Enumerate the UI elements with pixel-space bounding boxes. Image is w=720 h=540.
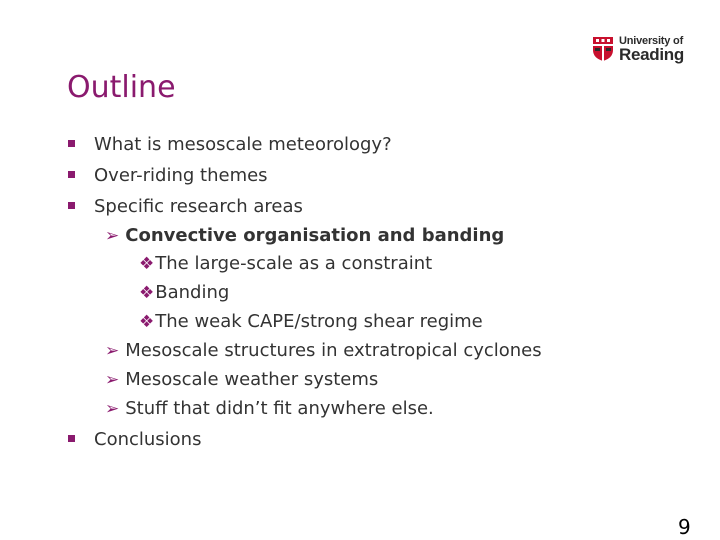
sub-bullet-text: Mesoscale structures in extratropical cyclones <box>125 340 542 361</box>
sub-sub-bullet-text: Banding <box>155 282 230 303</box>
square-bullet-icon <box>68 202 75 209</box>
sub-bullet-text: Mesoscale weather systems <box>125 369 379 390</box>
sub-bullet-item <box>105 340 542 362</box>
page-number: 9 <box>678 515 691 539</box>
sub-sub-bullet-item <box>139 311 483 333</box>
bullet-text: What is mesoscale meteorology? <box>94 134 392 155</box>
university-logo <box>592 32 692 66</box>
logo-text-line2: Reading <box>619 45 684 64</box>
arrow-bullet-icon: ➢ <box>105 399 120 419</box>
sub-bullet-item <box>105 398 434 420</box>
bullet-text: Conclusions <box>94 429 202 450</box>
diamond-bullet-icon: ❖ <box>139 312 155 332</box>
arrow-bullet-icon: ➢ <box>105 341 120 361</box>
sub-bullet-text: Convective organisation and banding <box>125 225 505 246</box>
sub-bullet-item <box>105 225 504 247</box>
slide-title: Outline <box>67 70 176 105</box>
sub-sub-bullet-item <box>139 253 432 275</box>
arrow-bullet-icon: ➢ <box>105 226 120 246</box>
sub-sub-bullet-text: The weak CAPE/strong shear regime <box>155 311 483 332</box>
bullet-text: Specific research areas <box>94 196 303 217</box>
square-bullet-icon <box>68 171 75 178</box>
sub-bullet-item <box>105 369 378 391</box>
bullet-text: Over-riding themes <box>94 165 268 186</box>
logo-text-line1: University of <box>619 35 684 47</box>
sub-sub-bullet-item <box>139 282 229 304</box>
square-bullet-icon <box>68 140 75 147</box>
arrow-bullet-icon: ➢ <box>105 370 120 390</box>
sub-sub-bullet-text: The large-scale as a constraint <box>155 253 433 274</box>
square-bullet-icon <box>68 435 75 442</box>
sub-bullet-text: Stuff that didn’t fit anywhere else. <box>125 398 434 419</box>
crest-icon <box>592 36 614 62</box>
diamond-bullet-icon: ❖ <box>139 283 155 303</box>
diamond-bullet-icon: ❖ <box>139 254 155 274</box>
